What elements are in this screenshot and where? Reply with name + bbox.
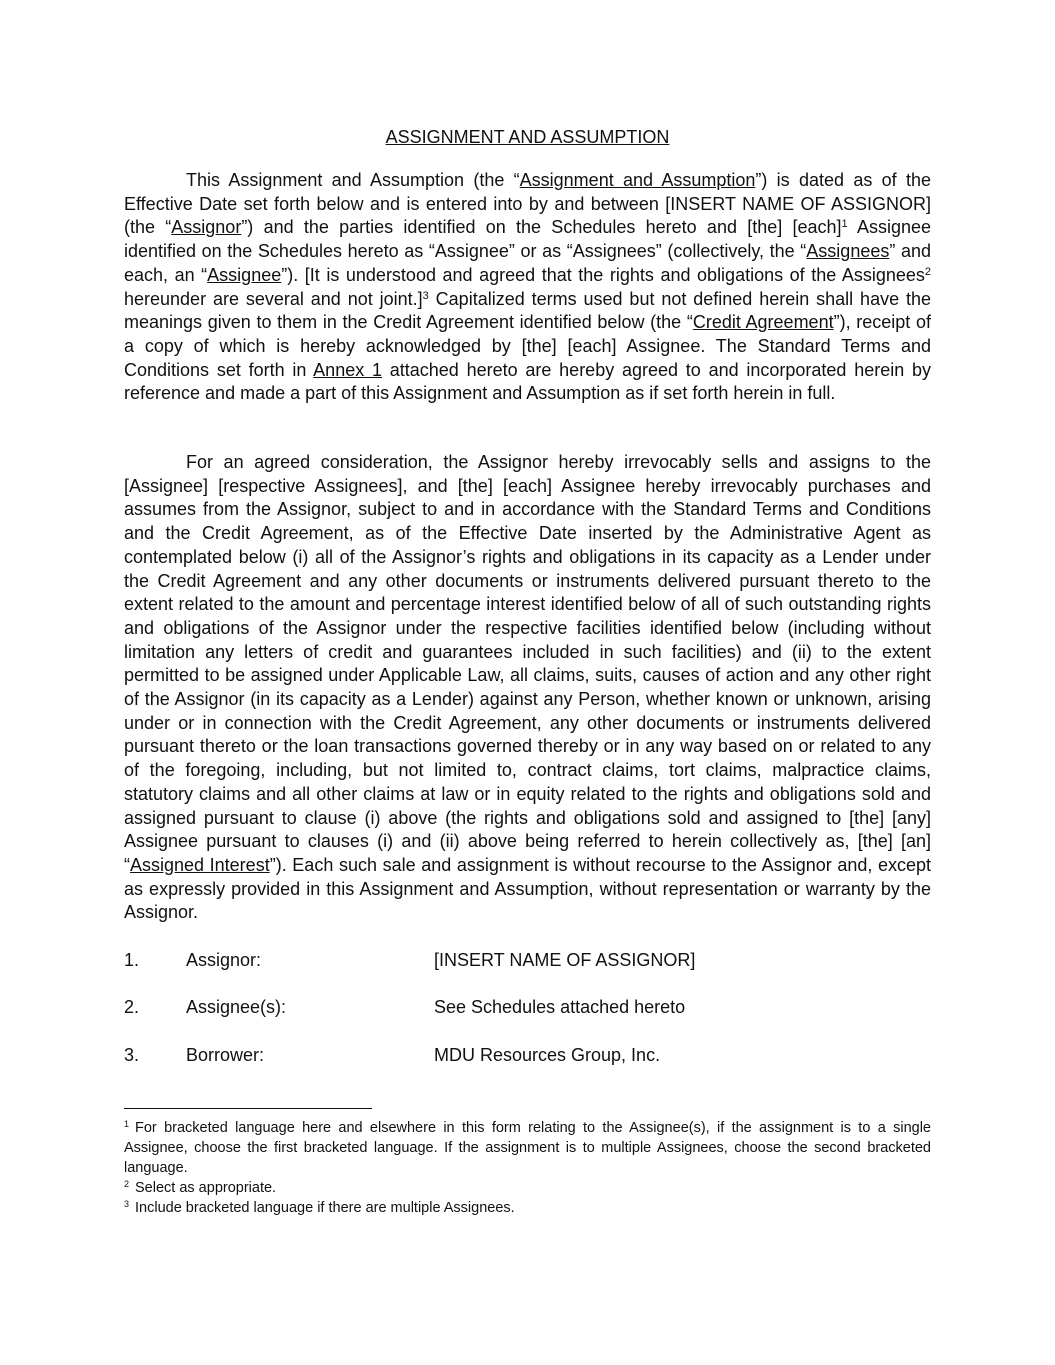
text-run: ”). [It is understood and agreed that the rights and obligations of the Assignees <box>281 264 925 285</box>
footnote-mark: 3 <box>124 1199 130 1209</box>
footnote-text: For bracketed language here and elsewhere in this form relating to the Assignee(s), if the assignment is to a single Assignee, choose the first bracketed language. If the assignment is to multiple Assignees, choose the second bracketed language. <box>124 1120 931 1176</box>
item-label: Assignor: <box>186 950 262 970</box>
item-value: See Schedules attached hereto <box>434 997 686 1017</box>
item-value: MDU Resources Group, Inc. <box>434 1045 661 1065</box>
text-run: Assignee identified on the Schedules hereto as “Assignee” or as “Assignees” (collectively, the “ <box>124 217 931 262</box>
text-run: Capitalized terms used but not defined herein shall have the meanings given to them in the Credit Agreement identified below (the “ <box>124 288 931 333</box>
footnote-ref-1: 1 <box>841 218 848 231</box>
text-run: This Assignment and Assumption (the “ <box>186 170 520 190</box>
item-label: Borrower: <box>186 1045 265 1065</box>
text-run: ”). Each such sale and assignment is without recourse to the Assignor and, except as expressly provided in this Assignment and Assumption, without representation or warranty by the Assignor. <box>124 854 932 923</box>
text-run: attached hereto are hereby agreed to and incorporated herein by reference and made a part of this Assignment and Assumption as if set forth herein in full. <box>124 359 932 404</box>
consideration-paragraph <box>124 451 931 925</box>
footnote-ref-2: 2 <box>924 265 931 278</box>
list-item-assignor <box>124 948 931 972</box>
footnote-2 <box>124 1178 931 1198</box>
defined-term-assignor: Assignor <box>171 217 242 238</box>
item-number: 1. <box>124 950 140 970</box>
text-run: ”) is dated as of the Effective Date set forth below and is entered into by and between [INSERT NAME OF ASSIGNOR] (the “ <box>124 170 931 238</box>
list-item-borrower <box>124 1043 931 1067</box>
footnote-3 <box>124 1198 931 1218</box>
footnote-text: Include bracketed language if there are multiple Assignees. <box>135 1200 515 1216</box>
defined-term-assignees: Assignees <box>806 241 890 262</box>
defined-term-assignment-and-assumption: Assignment and Assumption <box>519 170 756 190</box>
footnote-mark: 2 <box>124 1179 130 1189</box>
item-value: [INSERT NAME OF ASSIGNOR] <box>434 950 696 970</box>
item-number: 3. <box>124 1045 140 1065</box>
text-run: For an agreed consideration, the Assignor hereby irrevocably sells and assigns to the [Assignee] [respective Assignees], and [the] [each] Assignee hereby irrevocably purchases and assumes from the Assignor, subject to and in accordance with the Standard Terms and Conditions and the Credit Agreement, as of the Effective Date inserted by the Administrative Agent as contemplated below (i) all of the Assignor’s rights and obligations in its capacity as a Lender under the Credit Agreement and any other documents or instruments delivered pursuant thereto to the extent related to the amount and percentage interest identified below of all of such outstanding rights and obligations of the Assignor under the respective facilities identified below (including without limitation any letters of credit and guarantees included in such facilities) and (ii) to the extent permitted to be assigned under Applicable Law, all claims, suits, causes of action and any other right of the Assignor (in its capacity as a Lender) against any Person, whether known or unknown, arising under or in connection with the Credit Agreement, any other documents or instruments delivered pursuant thereto or the loan transactions governed thereby or in any way based on or related to any of the foregoing, including, but not limited to, contract claims, tort claims, malpractice claims, statutory claims and all other claims at law or in equity related to the rights and obligations sold and assigned pursuant to clause (i) above (the rights and obligations sold and assigned to [the] [any] Assignee pursuant to clauses (i) and (ii) above being referred to herein collectively as, [the] [an] “ <box>124 452 931 875</box>
footnote-ref-3: 3 <box>422 289 429 302</box>
annex-reference: Annex 1 <box>313 359 382 380</box>
document-page <box>124 0 931 1365</box>
footnote-1 <box>124 1118 931 1178</box>
footnote-separator <box>124 1108 372 1109</box>
document-title: ASSIGNMENT AND ASSUMPTION <box>385 127 670 147</box>
list-item-assignees <box>124 995 931 1019</box>
text-run: ”), receipt of a copy of which is hereby acknowledged by [the] [each] Assignee. The Standard Terms and Conditions set forth in <box>124 312 931 380</box>
footnote-text: Select as appropriate. <box>135 1180 277 1196</box>
item-number: 2. <box>124 997 140 1017</box>
footnote-mark: 1 <box>124 1119 130 1129</box>
defined-term-assigned-interest: Assigned Interest <box>130 854 270 875</box>
text-run: hereunder are several and not joint.] <box>124 288 423 309</box>
defined-term-assignee: Assignee <box>207 264 282 285</box>
defined-term-credit-agreement: Credit Agreement <box>692 312 834 333</box>
item-label: Assignee(s): <box>186 997 287 1017</box>
text-run: ”) and the parties identified on the Schedules hereto and [the] [each] <box>241 217 842 238</box>
text-run: ” and each, an “ <box>124 241 931 285</box>
intro-paragraph <box>124 169 931 406</box>
